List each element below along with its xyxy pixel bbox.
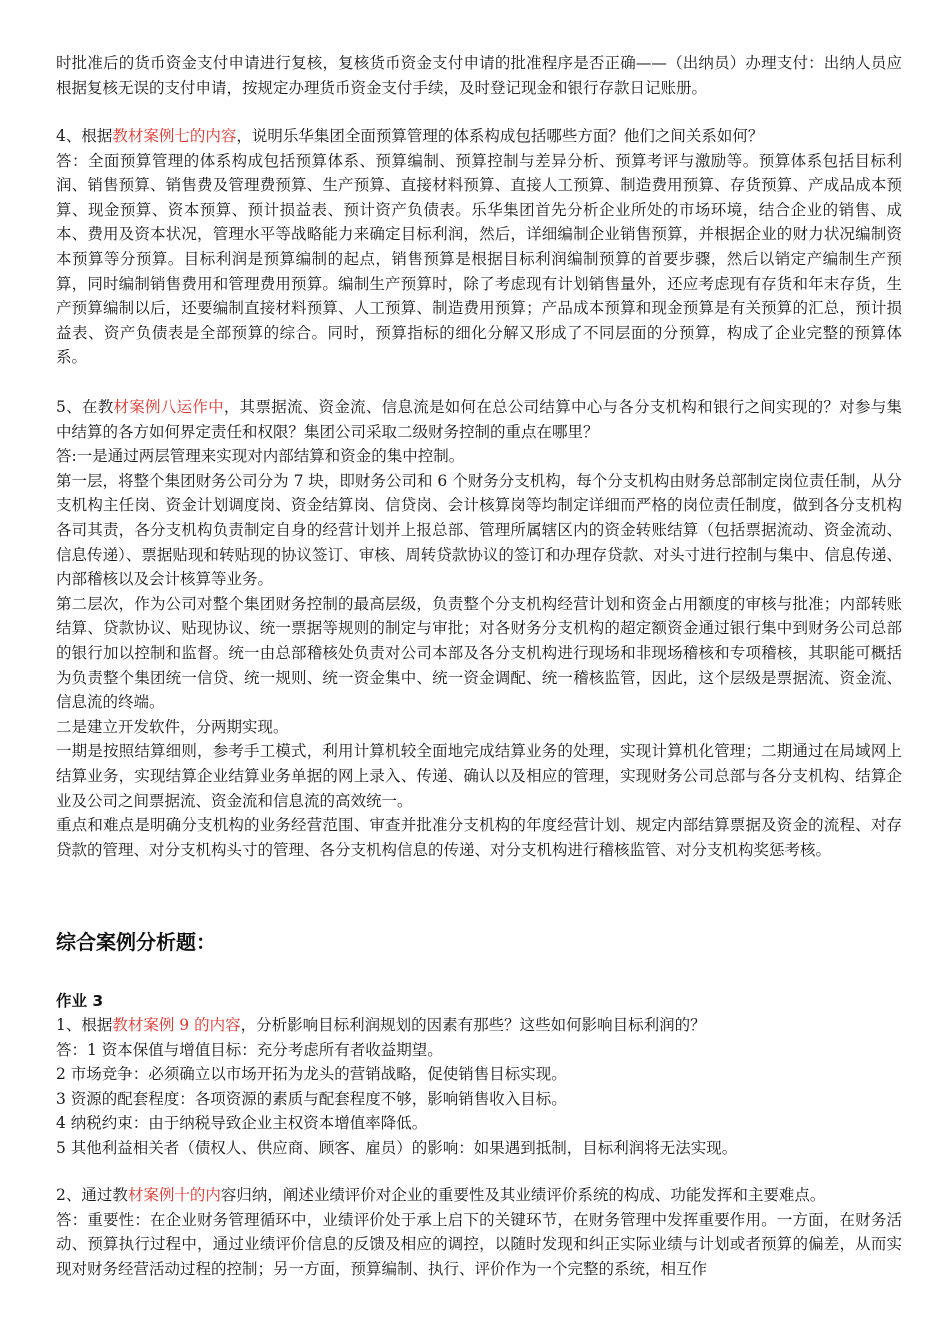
- question-4-prefix: 4、根据: [56, 127, 113, 145]
- assignment-question-1-block: [56, 1013, 902, 1161]
- assignment-question-2-prefix: 2、通过教: [56, 1186, 128, 1204]
- assignment-question-1-suffix: ，分析影响目标利润规划的因素有那些？这些如何影响目标利润的？: [240, 1016, 706, 1034]
- answer-item-1: 答：1 资本保值与增值目标：充分考虑所有者收益期望。: [56, 1040, 443, 1059]
- intro-text: 时批准后的货币资金支付申请进行复核，复核货币资金支付申请的批准程序是否正确——（出纳员）办理支付：出纳人员应根据复核无误的支付申请，按规定办理货币资金支付手续，及时登记现金和银行存款日记账册。: [56, 54, 902, 97]
- question-5-layer-two: 第二层次，作为公司对整个集团财务控制的最高层级，负责整个分支机构经营计划和资金占用额度的审核与批准；内部转账结算、贷款协议、贴现协议、统一票据等规则的制定与审批；对各财务分支机构的超定额资金通过银行集中到财务公司总部的银行加以控制和监督。统一由总部稽核处负责对公司本部及各分支机构进行现场和非现场稽核和专项稽核，其职能可概括为负责整个集团统一信贷、统一规则、统一资金集中、统一资金调配、统一稽核监管，因此，这个层级是票据流、资金流、信息流的终端。: [56, 594, 902, 712]
- assignment-question-1-highlight: 教材案例 9 的内容: [112, 1016, 241, 1034]
- intro-paragraph: [56, 51, 902, 100]
- assignment-question-2: [56, 1183, 902, 1208]
- assignment-label: 作业 3: [56, 992, 104, 1010]
- question-5-block: [56, 395, 902, 862]
- answer-item-4: 4 纳税约束：由于纳税导致企业主权资本增值率降低。: [56, 1114, 428, 1133]
- section-heading: 综合案例分析题：: [56, 930, 216, 954]
- question-5-phases: 一期是按照结算细则，参考手工模式，利用计算机较全面地完成结算业务的处理，实现计算机化管理；二期通过在局域网上结算业务，实现结算企业结算业务单据的网上录入、传递、确认以及相应的管理，实现财务公司总部与各分支机构、结算企业及公司之间票据流、资金流和信息流的高效统一。: [56, 742, 902, 810]
- question-5-layer-one: 第一层，将整个集团财务公司分为 7 块，即财务公司和 6 个财务分支机构，每个分支机构由财务总部制定岗位责任制，从分支机构主任岗、资金计划调度岗、资金结算岗、信贷岗、会计核算岗等均制定详细而严格的岗位责任制度，做到各分支机构各司其责，各分支机构负责制定自身的经营计划并上报总部、管理所属辖区内的资金转账结算（包括票据流动、资金流动、信息传递）、票据贴现和转贴现的协议签订、审核、周转贷款协议的签订和办理存贷款、对头寸进行控制与集中、信息传递、内部稽核以及会计核算等业务。: [56, 471, 902, 589]
- assignment-question-2-highlight: 材案例十的内: [127, 1186, 221, 1204]
- assignment-question-1-prefix: 1、根据: [56, 1016, 113, 1034]
- answer-item-3: 3 资源的配套程度：各项资源的素质与配套程度不够，影响销售收入目标。: [56, 1089, 567, 1108]
- question-4: [56, 124, 902, 149]
- question-5-suffix: ，其票据流、资金流、信息流是如何在总公司结算中心与各分支机构和银行之间实现的？对参与集中结算的各方如何界定责任和权限？集团公司采取二级财务控制的重点在哪里？: [56, 398, 902, 441]
- assignment-question-2-block: [56, 1183, 902, 1281]
- question-5-prefix: 5、在教: [56, 398, 114, 416]
- assignment-question-2-suffix: 容归纳，阐述业绩评价对企业的重要性及其业绩评价系统的构成、功能发挥和主要难点。: [220, 1186, 826, 1204]
- assignment-question-1: [56, 1013, 902, 1038]
- answer-item-2: 2 市场竞争：必须确立以市场开拓为龙头的营销战略，促使销售目标实现。: [56, 1065, 567, 1084]
- question-5-highlight: 材案例八运作中: [113, 398, 224, 416]
- question-4-suffix: ，说明乐华集团全面预算管理的体系构成包括哪些方面？他们之间关系如何？: [236, 127, 764, 145]
- answer-item-5: 5 其他利益相关者（债权人、供应商、顾客、雇员）的影响：如果遇到抵制，目标利润将无法实现。: [56, 1138, 738, 1157]
- question-4-block: [56, 124, 902, 370]
- question-4-answer: 答：全面预算管理的体系构成包括预算体系、预算编制、预算控制与差异分析、预算考评与激励等。预算体系包括目标利润、销售预算、销售费及管理费预算、生产预算、直接材料预算、直接人工预算、制造费用预算、存货预算、产成品成本预算、现金预算、资本预算、预计损益表、预计资产负债表。乐华集团首先分析企业所处的市场环境，结合企业的销售、成本、费用及资本状况，管理水平等战略能力来确定目标利润，然后，详细编制企业销售预算，并根据企业的财力状况编制资本预算等分预算。目标利润是预算编制的起点，销售预算是根据目标利润编制预算的首要步骤，然后以销定产编制生产预算，同时编制销售费用和管理费用预算。编制生产预算时，除了考虑现有计划销售量外，还应考虑现有存货和年末存货，生产预算编制以后，还要编制直接材料预算、人工预算、制造费用预算；产品成本预算和现金预算是有关预算的汇总，预计损益表、资产负债表是全部预算的综合。同时，预算指标的细化分解又形成了不同层面的分预算，构成了企业完整的预算体系。: [56, 151, 902, 367]
- question-5: [56, 395, 902, 444]
- question-5-key-points: 重点和难点是明确分支机构的业务经营范围、审查并批准分支机构的年度经营计划、规定内部结算票据及资金的流程、对存贷款的管理、对分支机构头寸的管理、各分支机构信息的传递、对分支机构进行稽核监管、对分支机构奖惩考核。: [56, 816, 902, 859]
- question-4-highlight: 教材案例七的内容: [112, 127, 237, 145]
- assignment-question-2-answer: 答：重要性：在企业财务管理循环中，业绩评价处于承上启下的关键环节，在财务管理中发挥重要作用。一方面，在财务活动、预算执行过程中，通过业绩评价信息的反馈及相应的调控，以随时发现和纠正实际业绩与计划或者预算的偏差，从而实现对财务经营活动过程的控制；另一方面，预算编制、执行、评价作为一个完整的系统，相互作: [56, 1210, 902, 1278]
- question-5-software: 二是建立开发软件，分两期实现。: [56, 717, 289, 736]
- question-5-answer: 答:一是通过两层管理来实现对内部结算和资金的集中控制。: [56, 447, 465, 466]
